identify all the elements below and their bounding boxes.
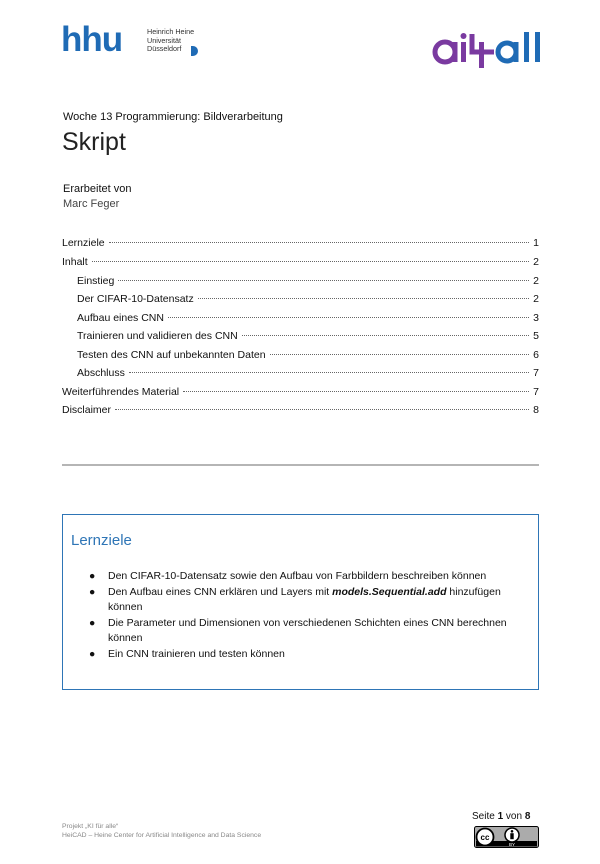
hhu-logo-text (147, 28, 194, 54)
toc-entry-lernziele[interactable] (62, 237, 539, 253)
hhu-line-2: Universität (147, 35, 181, 45)
footer-project: Projekt „KI für alle“ (62, 823, 119, 830)
page-current: 1 (497, 811, 504, 822)
toc-entry-title: Aufbau eines CNN (77, 312, 164, 324)
goal-text: Den CIFAR-10-Datensatz sowie den Aufbau von Farbbildern beschreiben können (108, 570, 487, 582)
hhu-logo-dot-icon (191, 46, 198, 56)
toc-entry-title: Einstieg (77, 275, 115, 287)
toc-entry-page: 7 (533, 386, 539, 398)
toc-entry-title: Abschluss (77, 367, 125, 379)
section-divider (62, 464, 539, 466)
toc-entry-trainieren[interactable] (77, 330, 539, 346)
toc-entry-title: Inhalt (62, 256, 88, 268)
toc-entry-aufbau[interactable] (77, 312, 539, 328)
toc-leader (242, 335, 529, 336)
author-name: Marc Feger (63, 198, 120, 210)
cc-by-icon (474, 826, 539, 848)
toc-entry-material[interactable] (62, 386, 539, 402)
ai4all-logo (432, 30, 547, 70)
toc-entry-page: 5 (533, 330, 539, 342)
toc-entry-einstieg[interactable] (77, 275, 539, 291)
page-title: Skript (62, 128, 126, 156)
bullet-icon: ● (89, 570, 96, 582)
toc-entry-title: Trainieren und validieren des CNN (77, 330, 238, 342)
toc-entry-title: Lernziele (62, 237, 105, 249)
svg-text:cc: cc (480, 833, 490, 842)
toc-entry-page: 3 (533, 312, 539, 324)
cc-by-label: BY (508, 842, 516, 847)
footer-project-info (62, 823, 261, 840)
toc-leader (270, 354, 530, 355)
hhu-logo (61, 20, 211, 61)
toc-leader (198, 298, 529, 299)
hhu-line-3: Düsseldorf (147, 44, 182, 54)
toc-leader (168, 317, 529, 318)
toc-entry-cifar[interactable] (77, 293, 539, 309)
bullet-icon: ● (89, 616, 96, 629)
toc-entry-page: 6 (533, 349, 539, 361)
learning-goal-item (89, 647, 529, 663)
toc-entry-page: 8 (533, 404, 539, 416)
toc-leader (92, 261, 529, 262)
toc-leader (109, 242, 530, 243)
toc-entry-page: 1 (533, 237, 539, 249)
page-total: 8 (524, 811, 531, 822)
goal-text: Den Aufbau eines CNN erklären und Layers mit (108, 585, 333, 598)
page-prefix: Seite (472, 811, 498, 822)
toc-leader (118, 280, 529, 281)
goal-code: models.Sequential.add (332, 585, 447, 598)
learning-goal-item (89, 616, 529, 647)
hhu-logo-mark: hhu (61, 20, 123, 59)
toc-entry-title: Weiterführendes Material (62, 386, 180, 398)
learning-goals-box (62, 514, 539, 690)
toc-entry-page: 2 (533, 256, 539, 268)
toc-entry-page: 7 (533, 367, 539, 379)
learning-goal-item (89, 585, 529, 616)
footer-center: HeiCAD – Heine Center for Artificial Intelligence and Data Science (62, 831, 262, 839)
toc-entry-inhalt[interactable] (62, 256, 539, 272)
learning-goals-heading: Lernziele (71, 532, 132, 549)
toc-leader (183, 391, 529, 392)
learning-goals-list (89, 569, 529, 662)
toc-entry-disclaimer[interactable] (62, 404, 539, 420)
goal-text: Die Parameter und Dimensionen von verschiedenen Schichten eines CNN berechnen können (108, 616, 507, 644)
toc-entry-title: Testen des CNN auf unbekannten Daten (77, 349, 266, 361)
goal-text-after: hinzufügen können (108, 585, 501, 613)
toc-leader (115, 409, 529, 410)
author-label: Erarbeitet von (63, 183, 132, 195)
page-indicator (472, 811, 530, 822)
page-mid: von (503, 811, 525, 822)
bullet-icon: ● (89, 585, 96, 598)
toc-entry-page: 2 (533, 293, 539, 305)
goal-text: Ein CNN trainieren und testen können (108, 647, 285, 660)
toc-entry-title: Der CIFAR-10-Datensatz (77, 293, 194, 305)
toc-entry-title: Disclaimer (62, 404, 112, 416)
toc-entry-abschluss[interactable] (77, 367, 539, 383)
hhu-line-1: Heinrich Heine (147, 27, 195, 36)
week-subtitle: Woche 13 Programmierung: Bildverarbeitung (63, 111, 283, 123)
toc-entry-testen[interactable] (77, 349, 539, 365)
learning-goal-item (89, 569, 529, 585)
bullet-icon: ● (89, 647, 96, 660)
toc-entry-page: 2 (533, 275, 539, 287)
toc-leader (129, 372, 529, 373)
